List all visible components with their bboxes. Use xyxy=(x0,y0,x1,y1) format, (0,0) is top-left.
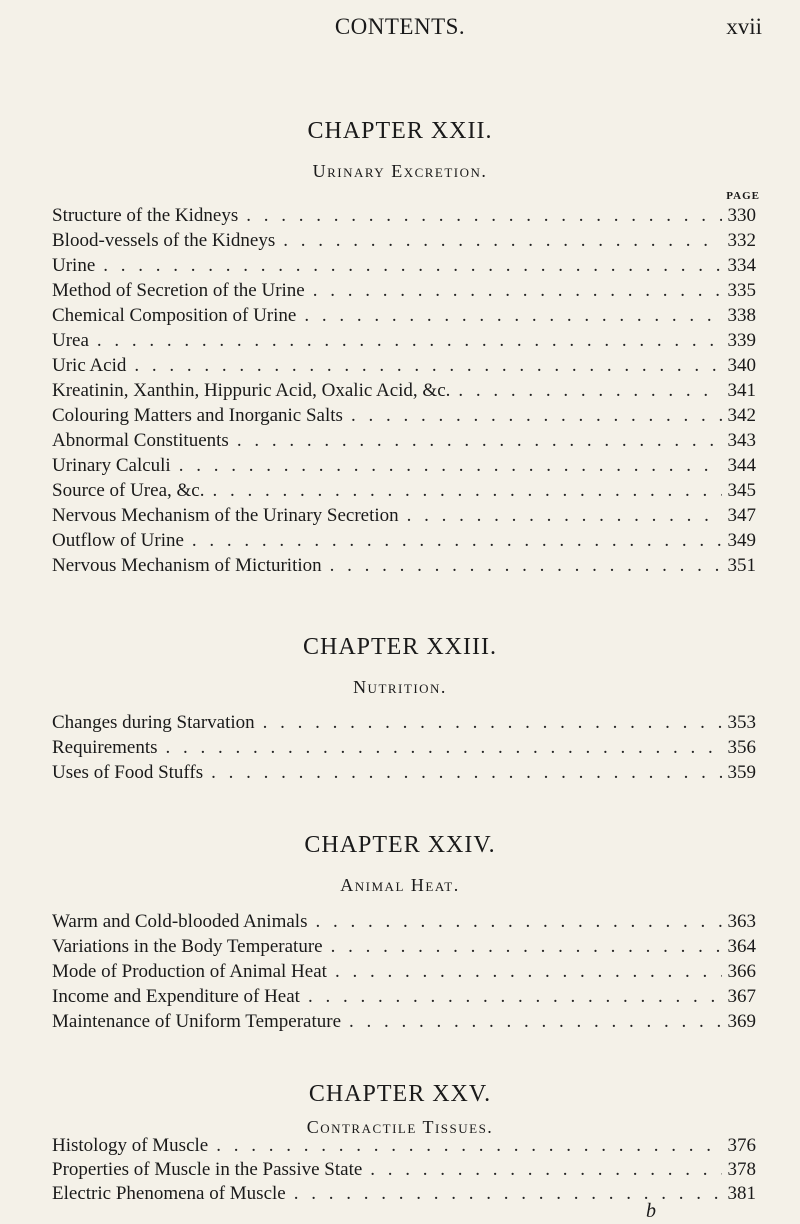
toc-entry xyxy=(52,986,756,1010)
entry-title: Nervous Mechanism of Micturition xyxy=(52,555,322,576)
entry-page: 376 xyxy=(727,1135,756,1156)
entry-title: Colouring Matters and Inorganic Salts xyxy=(52,405,343,426)
toc-entry xyxy=(52,712,756,736)
toc-entry xyxy=(52,430,756,454)
leader-dots xyxy=(211,762,721,784)
leader-dots xyxy=(313,280,722,302)
page-column-label: PAGE xyxy=(726,190,760,202)
entry-page: 363 xyxy=(727,911,756,932)
signature-mark: b xyxy=(646,1200,656,1222)
entry-title: Electric Phenomena of Muscle xyxy=(52,1183,286,1204)
leader-dots xyxy=(294,1183,722,1205)
chapter-title: CHAPTER XXII. xyxy=(307,118,493,144)
leader-dots xyxy=(192,530,722,552)
entry-title: Uses of Food Stuffs xyxy=(52,762,204,783)
chapter-subtitle: Animal Heat. xyxy=(340,875,460,895)
leader-dots xyxy=(237,430,722,452)
leader-dots xyxy=(97,330,722,352)
toc-entry xyxy=(52,355,756,379)
entry-page: 381 xyxy=(727,1183,756,1204)
leader-dots xyxy=(330,555,722,577)
entry-page: 338 xyxy=(727,305,756,326)
entry-page: 347 xyxy=(727,505,756,526)
entry-title: Urinary Calculi xyxy=(52,455,171,476)
entry-page: 367 xyxy=(727,986,756,1007)
entry-title: Blood-vessels of the Kidneys xyxy=(52,230,276,251)
entry-page: 351 xyxy=(727,555,756,576)
toc-entry xyxy=(52,737,756,761)
leader-dots xyxy=(370,1159,721,1181)
leader-dots xyxy=(315,911,721,933)
toc-entry xyxy=(52,1011,756,1035)
toc-entry xyxy=(52,230,756,254)
leader-dots xyxy=(166,737,722,759)
leader-dots xyxy=(246,205,721,227)
chapter-subtitle: Nutrition. xyxy=(353,677,447,697)
entry-page: 341 xyxy=(727,380,756,401)
entry-title: Changes during Starvation xyxy=(52,712,255,733)
entry-page: 356 xyxy=(727,737,756,758)
leader-dots xyxy=(331,936,722,958)
toc-entry xyxy=(52,405,756,429)
entry-title: Warm and Cold-blooded Animals xyxy=(52,911,308,932)
toc-entry xyxy=(52,961,756,985)
leader-dots xyxy=(263,712,722,734)
entry-page: 369 xyxy=(727,1011,756,1032)
entry-page: 353 xyxy=(727,712,756,733)
toc-entry xyxy=(52,330,756,354)
leader-dots xyxy=(179,455,722,477)
entry-page: 334 xyxy=(727,255,756,276)
entry-title: Structure of the Kidneys xyxy=(52,205,239,226)
entry-title: Abnormal Constituents xyxy=(52,430,229,451)
entry-title: Mode of Production of Animal Heat xyxy=(52,961,327,982)
toc-entry xyxy=(52,255,756,279)
entry-title: Variations in the Body Temperature xyxy=(52,936,323,957)
leader-dots xyxy=(351,405,722,427)
entry-page: 345 xyxy=(727,480,756,501)
leader-dots xyxy=(283,230,721,252)
toc-entry xyxy=(52,480,756,504)
entry-page: 366 xyxy=(727,961,756,982)
chapter-subtitle: Urinary Excretion. xyxy=(312,161,488,181)
leader-dots xyxy=(349,1011,721,1033)
leader-dots xyxy=(407,505,722,527)
toc-entry xyxy=(52,505,756,529)
entry-title: Method of Secretion of the Urine xyxy=(52,280,305,301)
toc-entry xyxy=(52,911,756,935)
entry-page: 335 xyxy=(727,280,756,301)
entry-title: Urine xyxy=(52,255,96,276)
toc-entry xyxy=(52,936,756,960)
entry-page: 343 xyxy=(727,430,756,451)
leader-dots xyxy=(458,380,721,402)
chapter-title: CHAPTER XXIII. xyxy=(303,634,497,660)
entry-page: 364 xyxy=(727,936,756,957)
entry-title: Kreatinin, Xanthin, Hippuric Acid, Oxalic Acid, &c. xyxy=(52,380,451,401)
chapter-subtitle: Contractile Tissues. xyxy=(306,1117,494,1137)
toc-entry xyxy=(52,530,756,554)
leader-dots xyxy=(304,305,721,327)
leader-dots xyxy=(212,480,721,502)
entry-title: Maintenance of Uniform Temperature xyxy=(52,1011,342,1032)
entry-page: 359 xyxy=(727,762,756,783)
leader-dots xyxy=(134,355,721,377)
leader-dots xyxy=(308,986,722,1008)
toc-entry xyxy=(52,1159,756,1183)
page-number: xvii xyxy=(726,14,762,39)
running-header xyxy=(0,14,800,48)
toc-entry xyxy=(52,380,756,404)
leader-dots xyxy=(103,255,721,277)
entry-title: Nervous Mechanism of the Urinary Secretion xyxy=(52,505,399,526)
toc-entry xyxy=(52,1135,756,1159)
entry-page: 378 xyxy=(727,1159,756,1180)
chapter-title: CHAPTER XXV. xyxy=(308,1081,492,1107)
entry-title: Income and Expenditure of Heat xyxy=(52,986,300,1007)
entry-page: 332 xyxy=(727,230,756,251)
toc-entry xyxy=(52,205,756,229)
entry-title: Chemical Composition of Urine xyxy=(52,305,297,326)
entry-title: Properties of Muscle in the Passive State xyxy=(52,1159,363,1180)
entry-page: 340 xyxy=(727,355,756,376)
entry-page: 330 xyxy=(727,205,756,226)
chapter-title: CHAPTER XXIV. xyxy=(304,832,496,858)
entry-title: Outflow of Urine xyxy=(52,530,184,551)
leader-dots xyxy=(216,1135,721,1157)
entry-page: 344 xyxy=(727,455,756,476)
toc-entry xyxy=(52,762,756,786)
toc-entry xyxy=(52,280,756,304)
entry-page: 342 xyxy=(727,405,756,426)
running-title: CONTENTS. xyxy=(334,14,466,39)
entry-page: 339 xyxy=(727,330,756,351)
entry-title: Urea xyxy=(52,330,89,351)
leader-dots xyxy=(335,961,722,983)
entry-page: 349 xyxy=(727,530,756,551)
entry-title: Requirements xyxy=(52,737,158,758)
entry-title: Source of Urea, &c. xyxy=(52,480,205,501)
entry-title: Histology of Muscle xyxy=(52,1135,209,1156)
toc-entry xyxy=(52,305,756,329)
toc-entry xyxy=(52,455,756,479)
entry-title: Uric Acid xyxy=(52,355,127,376)
toc-entry xyxy=(52,555,756,579)
